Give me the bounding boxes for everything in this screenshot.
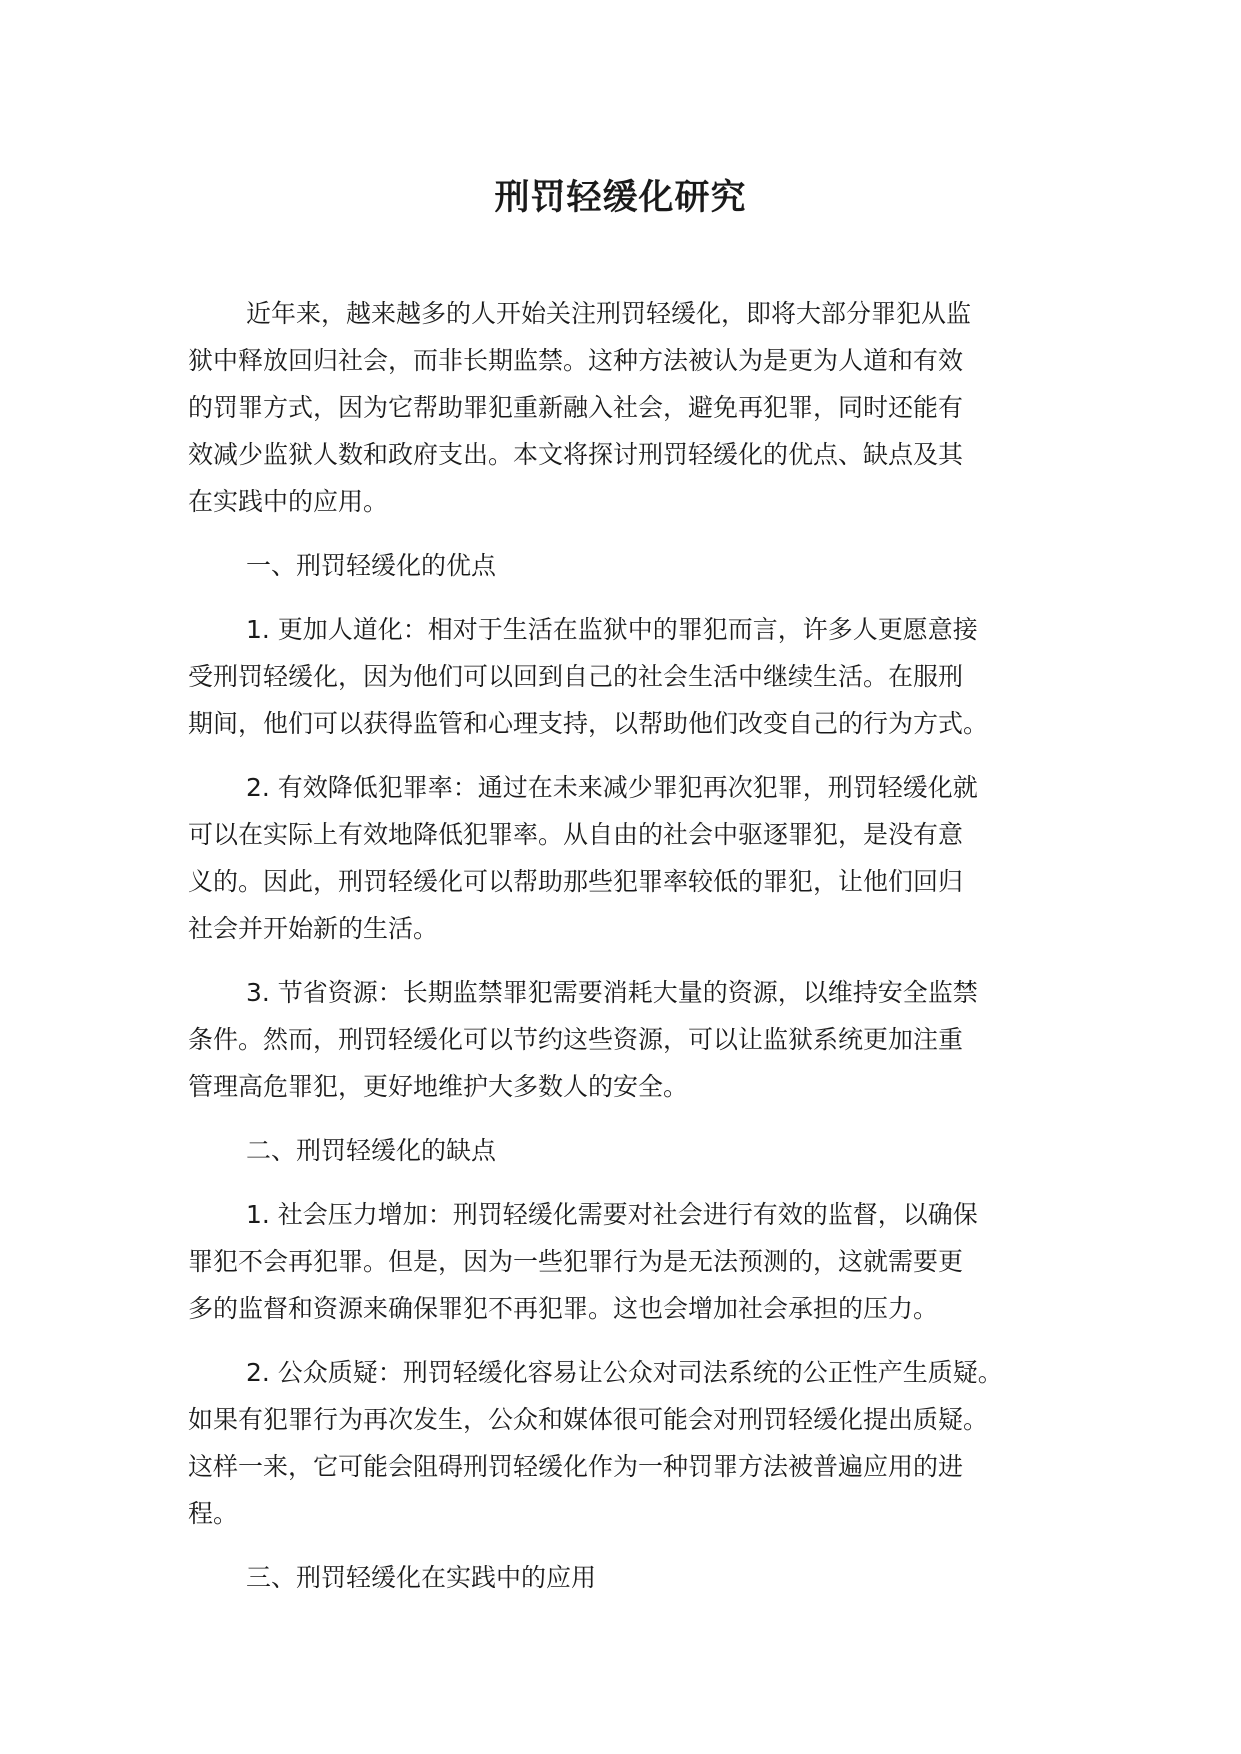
text-line: 多的监督和资源来确保罪犯不再犯罪。这也会增加社会承担的压力。 xyxy=(188,1294,939,1323)
paragraph xyxy=(188,1191,1088,1332)
text-line: 2. 有效降低犯罪率：通过在未来减少罪犯再次犯罪，刑罚轻缓化就 xyxy=(246,773,978,802)
text-line: 2. 公众质疑：刑罚轻缓化容易让公众对司法系统的公正性产生质疑。 xyxy=(246,1358,1003,1387)
text-line: 管理高危罪犯，更好地维护大多数人的安全。 xyxy=(188,1072,689,1101)
text-line: 期间，他们可以获得监管和心理支持，以帮助他们改变自己的行为方式。 xyxy=(188,709,989,738)
text-line: 的罚罪方式，因为它帮助罪犯重新融入社会，避免再犯罪，同时还能有 xyxy=(188,393,964,422)
text-line: 罪犯不会再犯罪。但是，因为一些犯罪行为是无法预测的，这就需要更 xyxy=(188,1247,964,1276)
text-line: 三、刑罚轻缓化在实践中的应用 xyxy=(246,1563,597,1592)
document-body xyxy=(188,290,1088,1618)
section-heading xyxy=(188,1554,1088,1601)
text-line: 条件。然而，刑罚轻缓化可以节约这些资源，可以让监狱系统更加注重 xyxy=(188,1025,964,1054)
text-line: 如果有犯罪行为再次发生，公众和媒体很可能会对刑罚轻缓化提出质疑。 xyxy=(188,1405,989,1434)
text-line: 1. 更加人道化：相对于生活在监狱中的罪犯而言，许多人更愿意接 xyxy=(246,615,978,644)
text-line: 二、刑罚轻缓化的缺点 xyxy=(246,1136,497,1165)
text-line: 受刑罚轻缓化，因为他们可以回到自己的社会生活中继续生活。在服刑 xyxy=(188,662,964,691)
text-line: 在实践中的应用。 xyxy=(188,487,389,516)
document-title: 刑罚轻缓化研究 xyxy=(494,178,747,218)
section-heading xyxy=(188,1127,1088,1174)
section-heading xyxy=(188,542,1088,589)
paragraph xyxy=(188,969,1088,1110)
text-line: 一、刑罚轻缓化的优点 xyxy=(246,551,497,580)
text-line: 3. 节省资源：长期监禁罪犯需要消耗大量的资源，以维持安全监禁 xyxy=(246,978,978,1007)
text-line: 可以在实际上有效地降低犯罪率。从自由的社会中驱逐罪犯，是没有意 xyxy=(188,820,964,849)
paragraph xyxy=(188,290,1088,525)
text-line: 1. 社会压力增加：刑罚轻缓化需要对社会进行有效的监督，以确保 xyxy=(246,1200,978,1229)
paragraph xyxy=(188,606,1088,747)
text-line: 近年来，越来越多的人开始关注刑罚轻缓化，即将大部分罪犯从监 xyxy=(246,299,972,328)
text-line: 程。 xyxy=(188,1499,239,1528)
paragraph xyxy=(188,1349,1088,1537)
text-line: 效减少监狱人数和政府支出。本文将探讨刑罚轻缓化的优点、缺点及其 xyxy=(188,440,964,469)
paragraph xyxy=(188,764,1088,952)
text-line: 社会并开始新的生活。 xyxy=(188,914,439,943)
text-line: 义的。因此，刑罚轻缓化可以帮助那些犯罪率较低的罪犯，让他们回归 xyxy=(188,867,964,896)
text-line: 这样一来，它可能会阻碍刑罚轻缓化作为一种罚罪方法被普遍应用的进 xyxy=(188,1452,964,1481)
text-line: 狱中释放回归社会，而非长期监禁。这种方法被认为是更为人道和有效 xyxy=(188,346,964,375)
